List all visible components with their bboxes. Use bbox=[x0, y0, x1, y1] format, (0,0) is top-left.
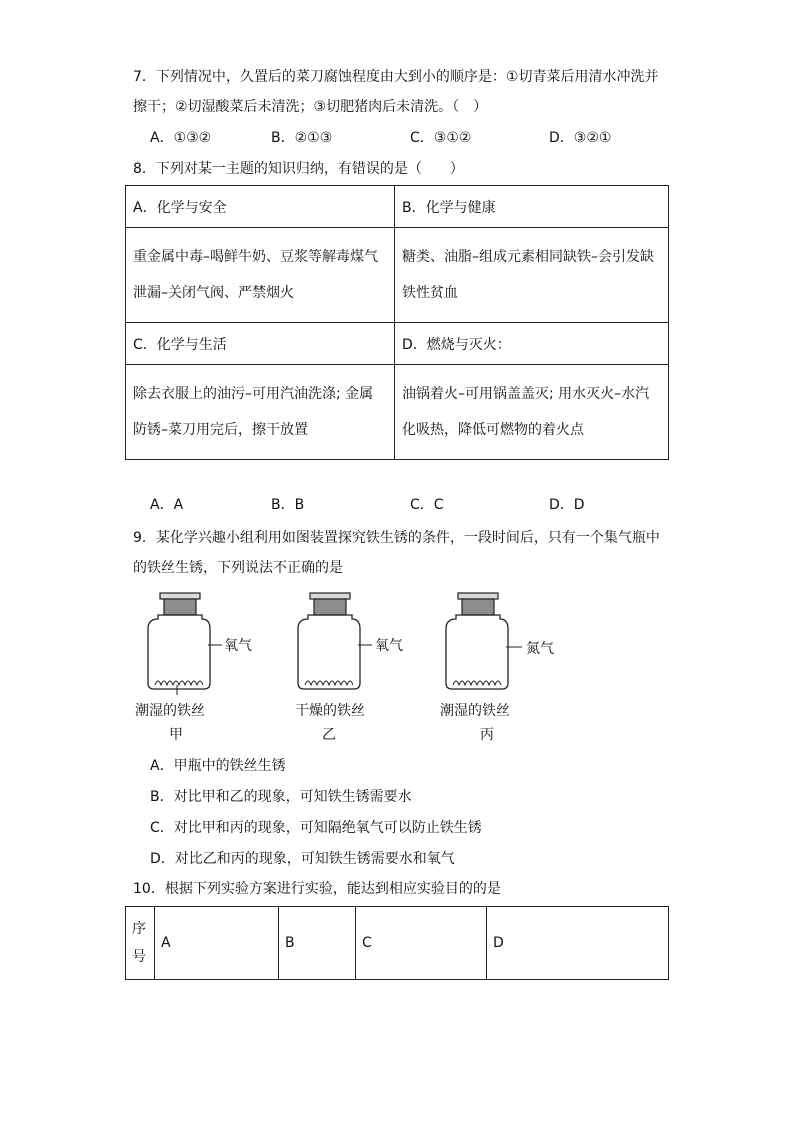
q10-header-b: B bbox=[279, 907, 356, 980]
bottle-bing-name: 丙 bbox=[480, 727, 494, 743]
q9-option-a: A．甲瓶中的铁丝生锈 bbox=[150, 758, 286, 774]
bottle-yi bbox=[298, 593, 372, 689]
q7-option-a: A．①③② bbox=[150, 130, 212, 146]
q9-option-b: B．对比甲和乙的现象，可知铁生锈需要水 bbox=[150, 789, 412, 805]
bottle-jia-gas-label: 氧气 bbox=[224, 638, 252, 654]
q7-stem-line1: 7．下列情况中，久置后的菜刀腐蚀程度由大到小的顺序是：①切青菜后用清水冲洗并 bbox=[133, 69, 659, 85]
q7-stem-line2: 擦干；②切湿酸菜后未清洗；③切肥猪肉后未清洗。（ ） bbox=[133, 99, 488, 115]
q7-option-c: C．③①② bbox=[410, 130, 472, 146]
bottle-yi-name: 乙 bbox=[322, 727, 336, 743]
bottle-yi-gas-label: 氧气 bbox=[375, 638, 403, 654]
q7-option-d: D．③②① bbox=[549, 130, 612, 146]
q8-cell-b-body: 糖类、油脂–组成元素相同缺铁–会引发缺铁性贫血 bbox=[395, 228, 669, 323]
bottle-bing-gas-label: 氮气 bbox=[526, 641, 554, 657]
q10-header-a: A bbox=[155, 907, 279, 980]
q10-experiment-table bbox=[125, 906, 669, 980]
q8-cell-b-head: B．化学与健康 bbox=[395, 186, 669, 228]
q8-cell-d-body: 油锅着火–可用锅盖盖灭; 用水灭火–水汽化吸热，降低可燃物的着火点 bbox=[395, 365, 669, 460]
iron-rust-experiment-figure bbox=[120, 585, 580, 695]
bottle-jia-name: 甲 bbox=[169, 727, 183, 743]
bottle-jia bbox=[148, 593, 222, 695]
q8-option-a: A．A bbox=[150, 497, 184, 513]
bottle-jia-wire-label: 潮湿的铁丝 bbox=[135, 703, 205, 719]
q8-option-d: D．D bbox=[549, 497, 585, 513]
q8-cell-a-head: A．化学与安全 bbox=[126, 186, 395, 228]
q9-stem-line1: 9．某化学兴趣小组利用如图装置探究铁生锈的条件，一段时间后，只有一个集气瓶中 bbox=[133, 530, 660, 546]
q8-cell-d-head: D．燃烧与灭火： bbox=[395, 323, 669, 365]
q8-option-c: C．C bbox=[410, 497, 444, 513]
q9-option-d: D．对比乙和丙的现象，可知铁生锈需要水和氧气 bbox=[150, 851, 455, 867]
q10-header-xuhao: 序号 bbox=[126, 907, 155, 980]
q10-header-c: C bbox=[356, 907, 487, 980]
q8-cell-c-head: C．化学与生活 bbox=[126, 323, 395, 365]
q10-header-d: D bbox=[487, 907, 669, 980]
q9-option-c: C．对比甲和丙的现象，可知隔绝氧气可以防止铁生锈 bbox=[150, 820, 482, 836]
bottle-bing bbox=[446, 593, 522, 689]
q9-stem-line2: 的铁丝生锈，下列说法不正确的是 bbox=[133, 560, 343, 576]
q8-stem: 8．下列对某一主题的知识归纳，有错误的是（ ） bbox=[133, 161, 464, 177]
q8-cell-c-body: 除去衣服上的油污–可用汽油洗涤; 金属防锈–菜刀用完后，擦干放置 bbox=[126, 365, 395, 460]
q8-cell-a-body: 重金属中毒–喝鲜牛奶、豆浆等解毒煤气泄漏–关闭气阀、严禁烟火 bbox=[126, 228, 395, 323]
bottle-bing-wire-label: 潮湿的铁丝 bbox=[440, 703, 510, 719]
q8-option-b: B．B bbox=[271, 497, 305, 513]
q10-stem: 10．根据下列实验方案进行实验，能达到相应实验目的的是 bbox=[133, 881, 501, 897]
q7-option-b: B．②①③ bbox=[271, 130, 333, 146]
q8-knowledge-table bbox=[125, 185, 669, 460]
bottle-yi-wire-label: 干燥的铁丝 bbox=[295, 703, 365, 719]
